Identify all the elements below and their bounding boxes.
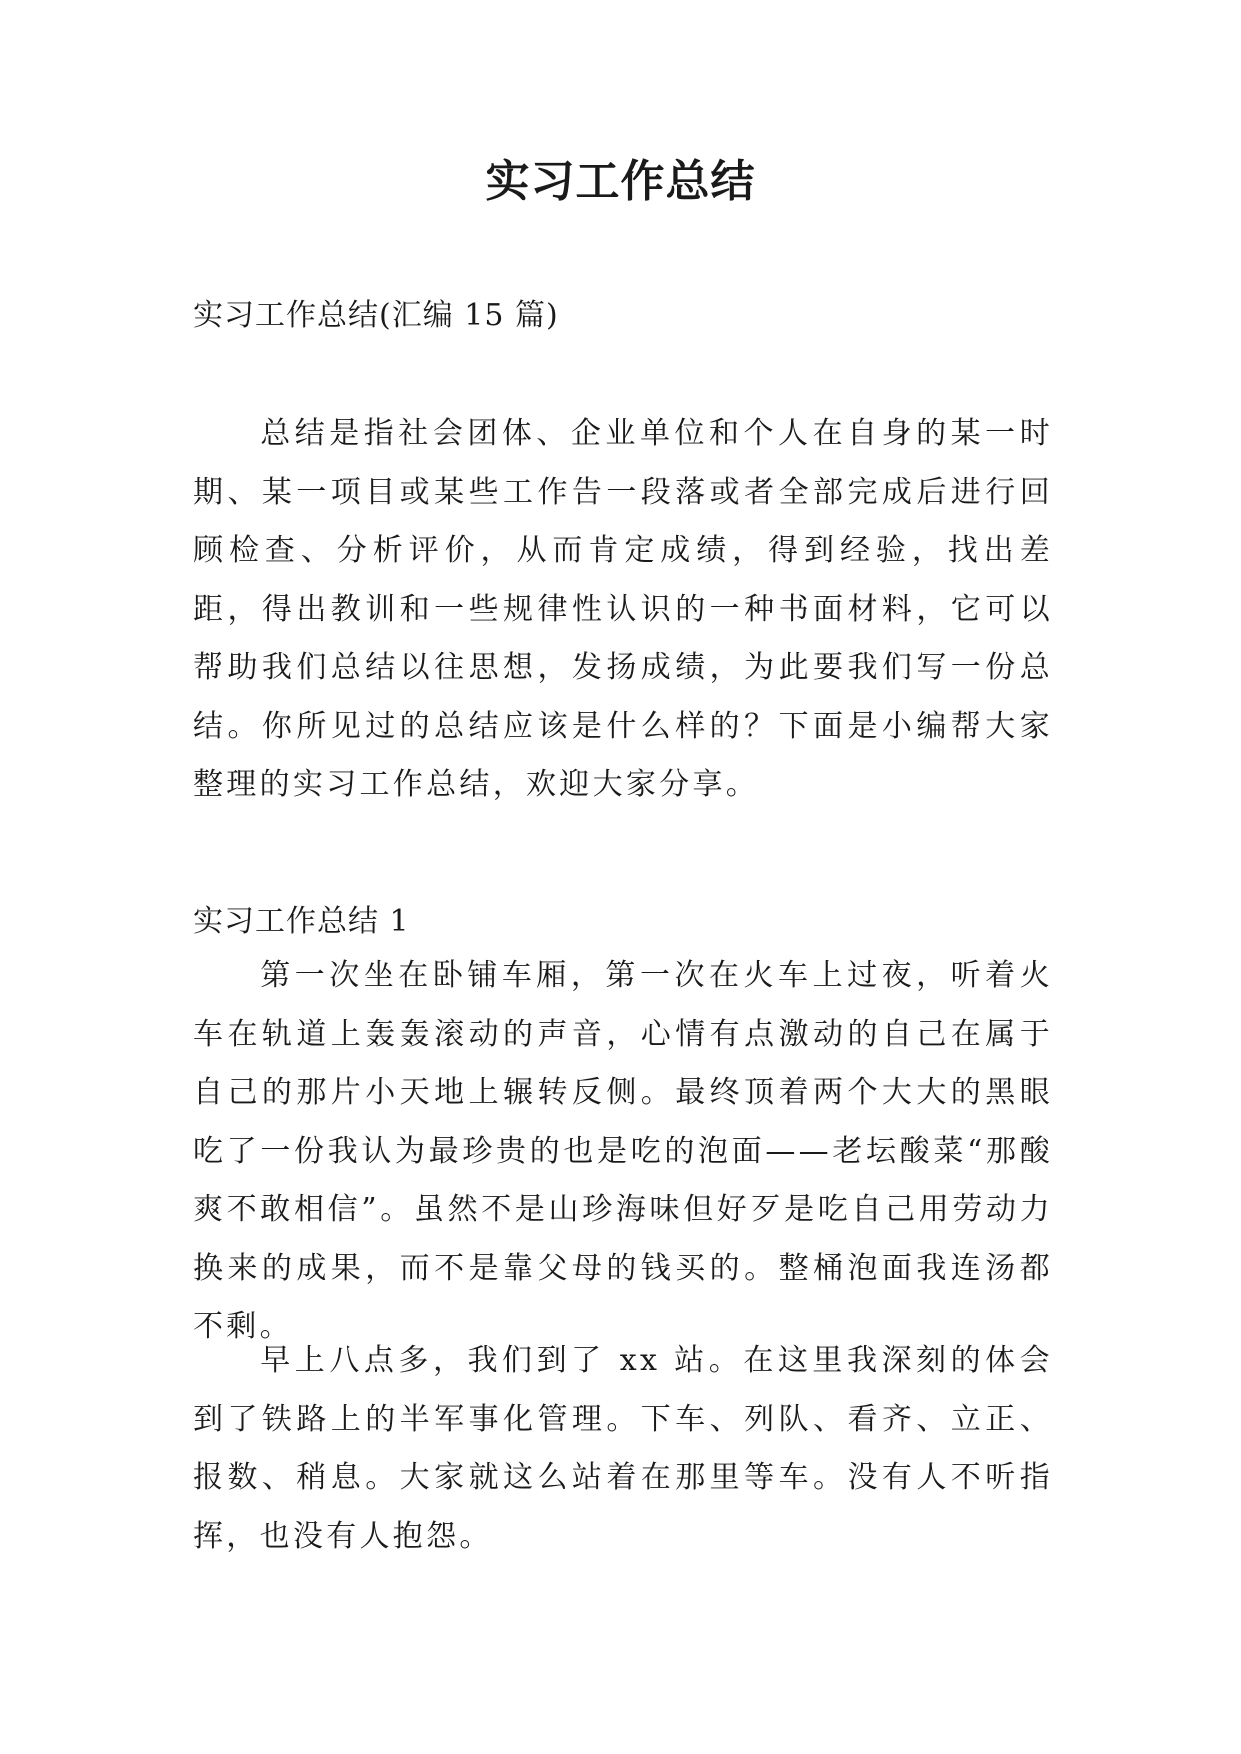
intro-text: 总结是指社会团体、企业单位和个人在自身的某一时期、某一项目或某些工作告一段落或者全部完成后进行回顾检查、分析评价，从而肯定成绩，得到经验，找出差距，得出教训和一些规律性认识的一种书面材料，它可以帮助我们总结以往思想，发扬成绩，为此要我们写一份总结。你所见过的总结应该是什么样的？下面是小编帮大家整理的实习工作总结，欢迎大家分享。: [193, 416, 1053, 802]
document-subtitle: 实习工作总结(汇编 15 篇): [193, 298, 559, 333]
document-title: 实习工作总结: [485, 156, 756, 207]
section-heading: 实习工作总结 1: [193, 904, 410, 939]
body-paragraph-1: [193, 947, 1053, 1357]
paragraph-1-text: 第一次坐在卧铺车厢，第一次在火车上过夜，听着火车在轨道上轰轰滚动的声音，心情有点激动的自己在属于自己的那片小天地上辗转反侧。最终顶着两个大大的黑眼吃了一份我认为最珍贵的也是吃的泡面——老坛酸菜“那酸爽不敢相信”。虽然不是山珍海味但好歹是吃自己用劳动力换来的成果，而不是靠父母的钱买的。整桶泡面我连汤都不剩。: [193, 958, 1053, 1344]
intro-paragraph: [193, 405, 1053, 815]
paragraph-2-text: 早上八点多，我们到了 xx 站。在这里我深刻的体会到了铁路上的半军事化管理。下车、列队、看齐、立正、报数、稍息。大家就这么站着在那里等车。没有人不听指挥，也没有人抱怨。: [193, 1343, 1053, 1554]
body-paragraph-2: [193, 1332, 1053, 1566]
